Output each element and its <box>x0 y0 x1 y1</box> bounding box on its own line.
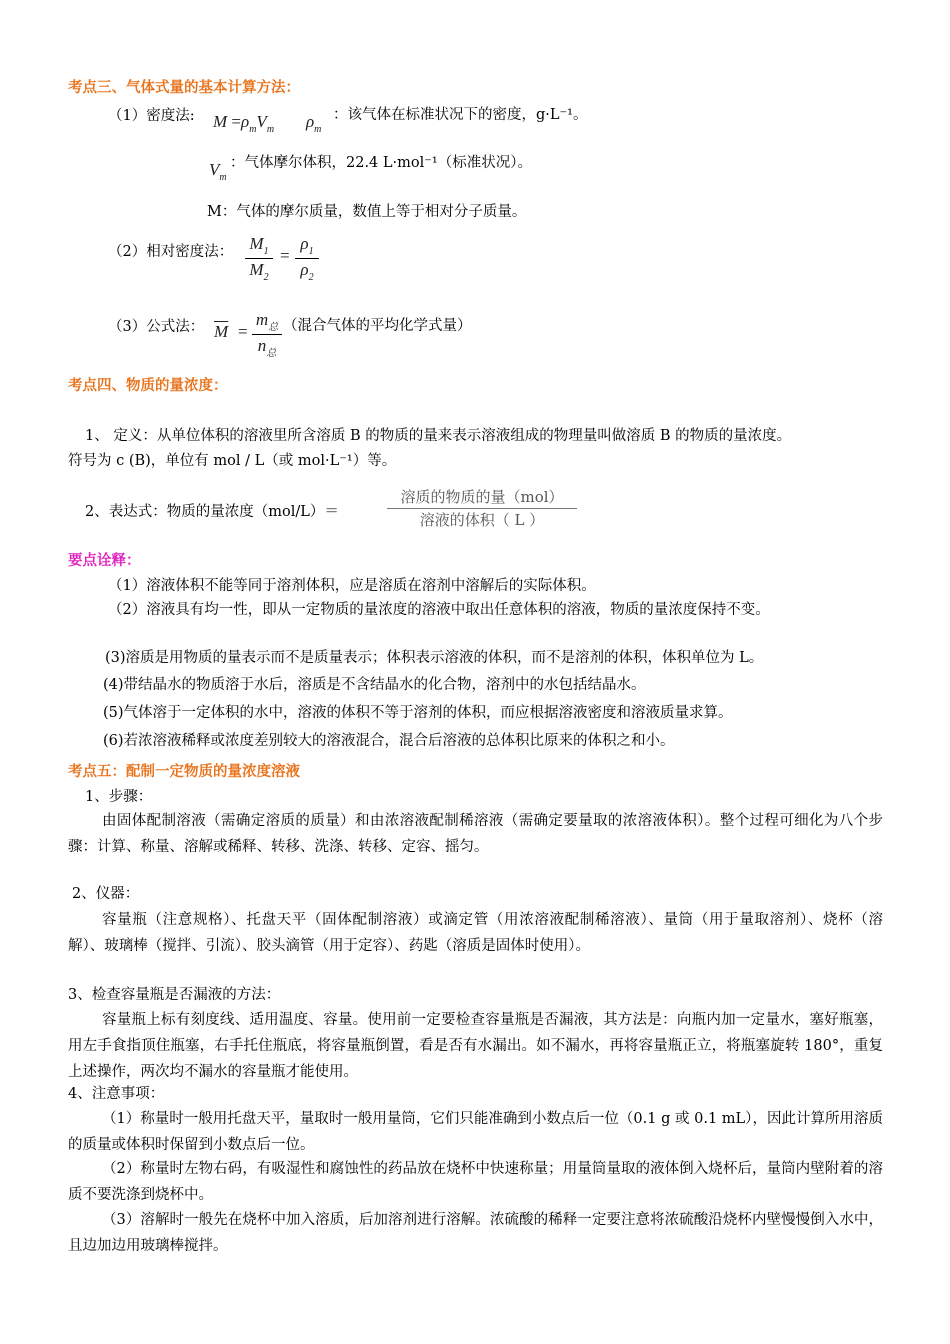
density-method-label: （1）密度法: <box>108 108 195 124</box>
notes-heading: 要点诠释： <box>68 552 141 569</box>
steps-title: 1、步骤： <box>85 789 153 805</box>
rho-description: ：该气体在标准状况下的密度，g·L⁻¹。 <box>333 107 588 123</box>
vm-symbol: $V_m$ <box>209 160 227 183</box>
relative-density-label: （2）相对密度法： <box>108 244 234 260</box>
molar-mass-description: M：气体的摩尔质量，数值上等于相对分子质量。 <box>207 204 527 220</box>
attention-title: 4、注意事项： <box>68 1086 165 1102</box>
check-title: 3、检查容量瓶是否漏液的方法： <box>68 987 281 1003</box>
definition-line-1: 1、 定义：从单位体积的溶液里所含溶质 B 的物质的量来表示溶液组成的物理量叫做溶质 B 的物质的量浓度。 <box>85 428 792 444</box>
vm-description: ：气体摩尔体积，22.4 L·mol⁻¹（标准状况）。 <box>230 155 532 171</box>
note-item-4: (4)带结晶水的物质溶于水后，溶质是不含结晶水的化合物，溶剂中的水包括结晶水。 <box>103 677 646 693</box>
formula-fraction: $m_总$ $n_总$ <box>252 310 282 359</box>
formula-method-label: （3）公式法： <box>108 319 205 335</box>
steps-text: 由固体配制溶液（需确定溶质的质量）和由浓溶液配制稀溶液（需确定要量取的浓溶液体积）。整个过程可细化为八个步骤：计算、称量、溶解或稀释、转移、洗涤、转移、定容、摇匀。 <box>68 813 883 855</box>
density-formula: $M =\rho_mV_m$ <box>213 112 275 135</box>
note-item-6: (6)若浓溶液稀释或浓度差别较大的溶液混合，混合后溶液的总体积比原来的体积之和小。 <box>103 733 675 749</box>
formula-equals: = <box>238 322 248 341</box>
check-text: 容量瓶上标有刻度线、适用温度、容量。使用前一定要检查容量瓶是否漏液，其方法是：向瓶内加一定量水，塞好瓶塞，用左手食指顶住瓶塞，右手托住瓶底，将容量瓶倒置，看是否有水漏出。如不漏水，再将容量瓶正立，将瓶塞旋转 180°，重复上述操作，两次均不漏水的容量瓶才能使用。 <box>68 1012 883 1080</box>
attention-item-2: （2）称量时左物右码，有吸湿性和腐蚀性的药品放在烧杯中快速称量；用量筒量取的液体倒入烧杯后，量筒内壁附着的溶质不要洗涤到烧杯中。 <box>68 1161 883 1203</box>
instruments-title: 2、仪器： <box>72 886 140 902</box>
rho-symbol: $\rho_m$ <box>306 112 322 135</box>
definition-line-2: 符号为 c (B)，单位有 mol / L（或 mol·L⁻¹）等。 <box>68 453 397 469</box>
note-item-5: (5)气体溶于一定体积的水中，溶液的体积不等于溶剂的体积，而应根据溶液密度和溶液质量求算。 <box>103 705 733 721</box>
note-item-1: （1）溶液体积不能等同于溶剂体积，应是溶质在溶剂中溶解后的实际体积。 <box>108 578 596 594</box>
instruments-text: 容量瓶（注意规格）、托盘天平（固体配制溶液）或滴定管（用浓溶液配制稀溶液）、量筒（用于量取溶剂）、烧杯（溶解）、玻璃棒（搅拌、引流）、胶头滴管（用于定容）、药匙（溶质是固体时使用）。 <box>68 912 883 954</box>
mean-molar-mass-symbol: $\overline{M}$ <box>214 322 229 341</box>
section3-heading: 考点三、气体式量的基本计算方法： <box>68 79 300 96</box>
expression-label: 2、表达式：物质的量浓度（mol/L）＝ <box>85 504 339 520</box>
formula-description: （混合气体的平均化学式量） <box>283 318 472 334</box>
attention-item-1: （1）称量时一般用托盘天平，量取时一般用量筒，它们只能准确到小数点后一位（0.1 g 或 0.1 mL），因此计算所用溶质的质量或体积时保留到小数点后一位。 <box>68 1111 883 1153</box>
relative-fraction-left: $M_1$ $M_2$ <box>245 234 273 283</box>
section5-heading: 考点五：配制一定物质的量浓度溶液 <box>68 763 300 780</box>
section4-heading: 考点四、物质的量浓度： <box>68 377 228 394</box>
relative-fraction-right: $\rho_1$ $\rho_2$ <box>295 234 319 283</box>
expression-fraction: 溶质的物质的量（mol） 溶液的体积（ L ） <box>387 487 577 530</box>
note-item-3: (3)溶质是用物质的量表示而不是质量表示；体积表示溶液的体积，而不是溶剂的体积，体积单位为 L。 <box>105 650 764 666</box>
relative-equals: = <box>280 246 290 265</box>
attention-item-3: （3）溶解时一般先在烧杯中加入溶质，后加溶剂进行溶解。浓硫酸的稀释一定要注意将浓硫酸沿烧杯内壁慢慢倒入水中，且边加边用玻璃棒搅拌。 <box>68 1212 883 1254</box>
note-item-2: （2）溶液具有均一性，即从一定物质的量浓度的溶液中取出任意体积的溶液，物质的量浓度保持不变。 <box>108 602 770 618</box>
